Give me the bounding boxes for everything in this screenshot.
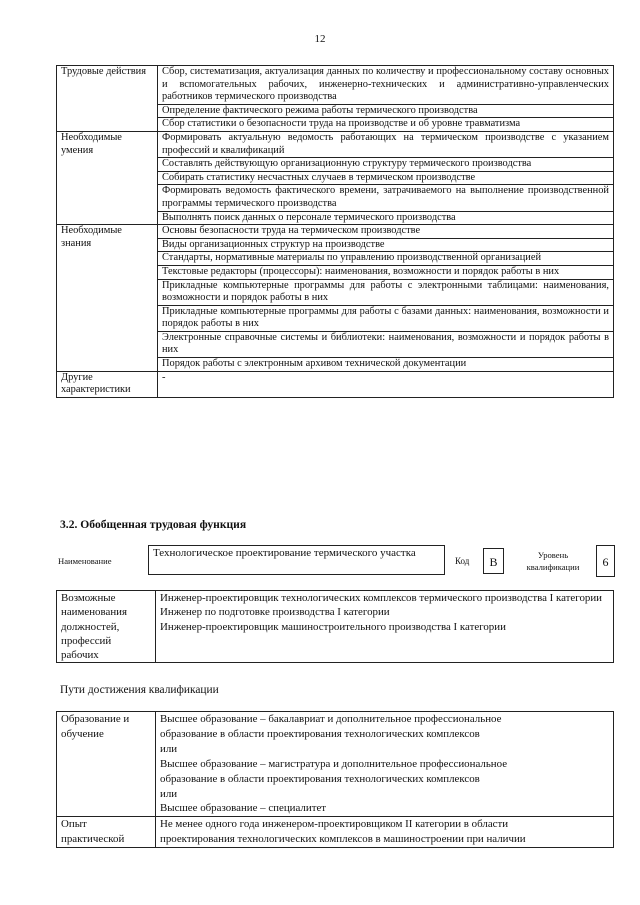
table-row [57,131,614,157]
table-cell: Прикладные компьютерные программы для работы с электронными таблицами: наименования, возможности и порядок работы в них [158,279,614,305]
positions-row [57,591,614,663]
table-cell: Основы безопасности труда на термическом производстве [158,225,614,239]
table-cell: Порядок работы с электронным архивом технической документации [158,358,614,372]
table-cell: Сбор статистики о безопасности труда на производстве и об уровне травматизма [158,118,614,132]
table-cell: Формировать актуальную ведомость работающих на термическом производстве с указанием профессий и квалификаций [158,131,614,157]
education-line: или [160,742,178,755]
education-line: или [160,787,178,800]
labor-functions-table [56,65,614,398]
table-cell: Электронные справочные системы и библиотеки: наименования, возможности и порядок работы в них [158,331,614,357]
row-group-label: Другие характеристики [57,371,158,397]
table-cell: - [158,371,614,397]
section-title: 3.2. Обобщенная трудовая функция [60,518,247,531]
experience-label: Опыт практической [57,817,156,848]
positions-table [56,590,614,663]
table-cell: Выполнять поиск данных о персонале термического производства [158,211,614,225]
table-cell: Текстовые редакторы (процессоры): наименования, возможности и порядок работы в них [158,265,614,279]
table-cell: Формировать ведомость фактического времени, затрачиваемого на выполнение производственной программы термического производства [158,185,614,211]
level-box: 6 [596,545,615,577]
code-label: Код [455,556,470,566]
table-cell: Составлять действующую организационную структуру термического производства [158,158,614,172]
education-line: образование в области проектирования технологических комплексов [160,772,480,785]
table-cell: Собирать статистику несчастных случаев в термическом производстве [158,171,614,185]
function-name-box: Технологическое проектирование термического участка [148,545,445,575]
table-row [57,371,614,397]
page-number: 12 [314,33,326,45]
row-group-label: Трудовые действия [57,66,158,132]
education-label: Образование и обучение [57,712,156,817]
table-cell: Прикладные компьютерные программы для работы с базами данных: наименования, возможности и порядок работы в них [158,305,614,331]
name-label: Наименование [58,556,112,566]
table-cell: Сбор, систематизация, актуализация данных по количеству и профессиональному составу основных и вспомогательных рабочих, инженерно-технических и административно-управленческих работников термического производства [158,66,614,105]
education-line: Высшее образование – магистратура и дополнительное профессиональное [160,757,508,770]
code-box: B [483,548,504,574]
experience-value [156,817,614,848]
qualification-paths-table [56,711,614,848]
position-item: Инженер-проектировщик машиностроительного производства I категории [160,620,506,633]
row-group-label: Необходимые умения [57,131,158,224]
position-item: Инженер-проектировщик технологических комплексов термического производства I категории [160,592,603,604]
table-cell: Определение фактического режима работы термического производства [158,104,614,118]
table-cell: Виды организационных структур на производстве [158,238,614,252]
positions-value [156,591,614,663]
education-row [57,712,614,817]
table-row [57,225,614,239]
paths-title: Пути достижения квалификации [60,684,219,696]
education-line: образование в области проектирования технологических комплексов [160,727,480,740]
experience-row [57,817,614,848]
position-item: Инженер по подготовке производства I категории [160,606,390,619]
experience-line: Не менее одного года инженером-проектировщиком II категории в области [160,818,509,831]
education-value [156,712,614,817]
table-cell: Стандарты, нормативные материалы по управлению производственной организацией [158,252,614,266]
labor-functions-body [57,66,614,398]
table-row [57,66,614,105]
positions-label: Возможные наименования должностей, профессий рабочих [57,591,156,663]
level-label: Уровень квалификации [526,550,580,572]
experience-line: проектирования технологических комплексов в машиностроении при наличии [160,833,526,846]
education-line: Высшее образование – специалитет [160,802,327,815]
education-line: Высшее образование – бакалавриат и дополнительное профессиональное [160,713,502,725]
row-group-label: Необходимые знания [57,225,158,372]
